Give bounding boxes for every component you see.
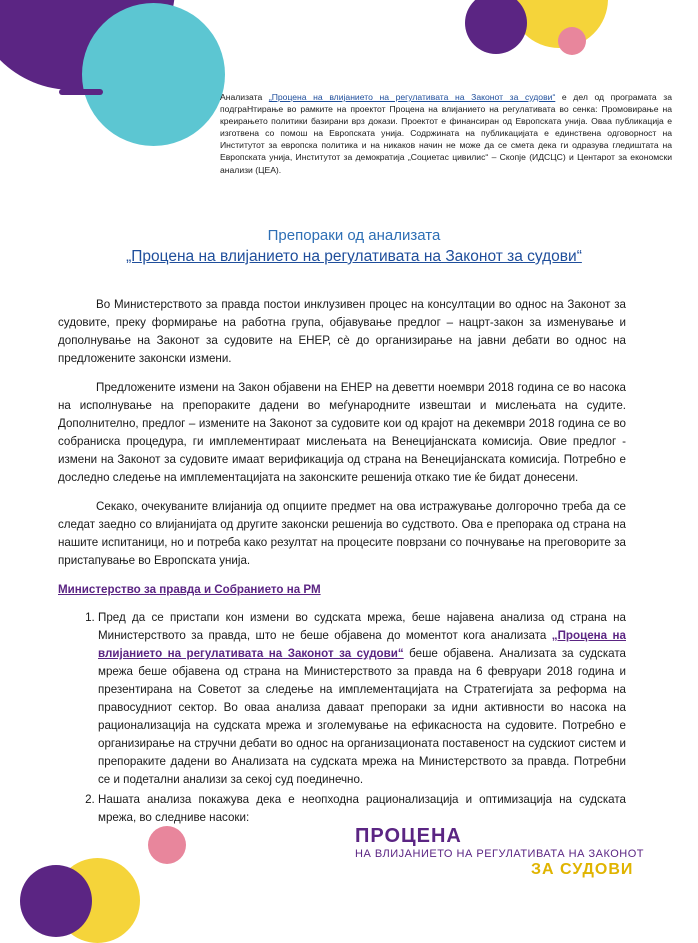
section-title: Министерство за правда и Собранието на РМ (58, 583, 321, 596)
decorative-purple-circle-small (20, 865, 92, 937)
list-item-1-pre: Пред да се пристапи кон измени во судската мрежа, беше најавена анализа од страна на Министерството за правда, што не беше објавена до моментот кога анализата (98, 611, 626, 642)
document-heading (80, 226, 628, 268)
list-item-1-title: „Процена на влијанието на регулативата на Законот за судови“ (98, 629, 626, 660)
heading-subtitle: Препораки од анализата (267, 227, 441, 244)
logo-line-3: ЗА СУДОВИ (531, 861, 634, 878)
logo-line-1: ПРОЦЕНА (355, 825, 462, 847)
recommendations-list (58, 609, 626, 827)
list-item: 2. Нашата анализа покажува дека е неопходна рационализација и оптимизација на судската мрежа, во следниве насоки: (98, 791, 626, 827)
logo-line-2: НА ВЛИЈАНИЕТО НА РЕГУЛАТИВАТА НА ЗАКОНОТ (355, 848, 645, 860)
header-note-post: е дел од програмата за подграНтирање во рамките на проектот Процена на влијанието на регулативата во сенка: Промовирање на креирањето политики базирани врз докази. Проектот е финансиран од Европската унија. Оваа публикација е изготвена со помош на Европската унија. Содржината на публикацијата е единствена одговорност на Институтот за европска политика и на никаков начин не може да се смета дека ги одразува гледиштата на Европската унија, Институтот за демократија „Социетас цивилис“ – Скопје (ИДСЦС) и Центарот за економски анализи (ЦЕА). (220, 92, 673, 175)
project-logo (355, 825, 645, 879)
header-note-pre: Анализата (220, 92, 269, 102)
paragraph-3: Секако, очекуваните влијанија од опциите предмет на ова истражување долгорочно треба да се следат заедно со влијанијата од другите законски решенија во судството. Ова е препорака од страна на нашите испитаници, но и потреба како резултат на процесите поврзани со почнување на преговорите за пристапување во Европската унија. (58, 500, 626, 567)
decorative-teal-circle (82, 3, 225, 146)
document-body (58, 296, 626, 829)
paragraph-1: Во Министерството за правда постои инклузивен процес на консултации во однос на Законот за судовите, преку формирање на работна група, објавување предлог – нацрт-закон за изменување и дополнување на Законот за судовите на ЕНЕР, сè до организирање на јавни дебати во однос на предложените законски измени. (58, 298, 626, 365)
decorative-pink-circle (148, 826, 186, 864)
decorative-purple-circle-small (465, 0, 527, 54)
paragraph-2: Предложените измени на Закон објавени на ЕНЕР на деветти ноември 2018 година се во насока на исполнување на препораките дадени во меѓународните извештаи и мислењата на судите. Дополнително, предлог – измените на Законот за судовите кои од крајот на декември 2018 година се во собраниска процедура, ги имплементираат мислењата на Венецијанската комисија. Овие предлог - измени на Законот за судовите имаат верификација од страна на Венецијанската комисија. Потребно е доследно следење на имплементацијата на законските решенија откако тие ќе бидат донесени. (58, 381, 626, 484)
header-disclaimer (220, 91, 672, 176)
analysis-title-link[interactable]: „Процена на влијанието на регулативата на Законот за судови“ (268, 92, 556, 102)
list-item (98, 609, 626, 789)
decorative-purple-bar (59, 89, 103, 95)
list-item-1-post: беше објавена. Анализата за судската мрежа беше објавена од страна на Министерството за правда на 6 февруари 2018 година и презентирана на Советот за следење на имплементацијата на Стратегијата за реформа на правосудниот сектор. Во оваа анализа даваат препораки за идни активности во насока на рационализација на судската мрежа и зголемување на ефикасноста на судовите. Потребно е организирање на стручни дебати во однос на организационата поставеност на судскиот систем и препораките дадени во Анализата на судската мрежа на Министерството за правда. Потребни се и подетални анализи за секој суд поединечно. (98, 647, 626, 786)
decorative-pink-circle (558, 27, 586, 55)
heading-title: „Процена на влијанието на регулативата на Законот за судови“ (126, 248, 582, 265)
